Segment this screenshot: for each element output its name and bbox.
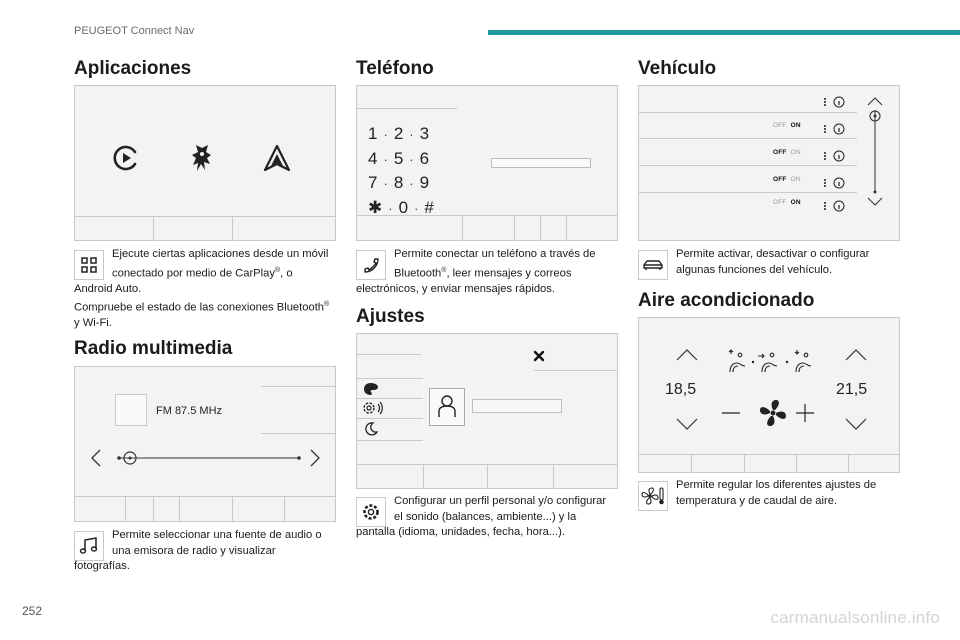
keypad-key[interactable]: 1 (368, 124, 378, 143)
dial-number-field[interactable] (491, 158, 591, 168)
profile-button[interactable] (429, 388, 465, 426)
chevron-down-icon[interactable] (676, 418, 698, 430)
radio-frequency: FM 87.5 MHz (156, 405, 223, 417)
phone-keypad: 1 · 2 · 3 4 · 5 · 6 7 · 8 · 9 ✱ · 0 · # (368, 124, 434, 217)
toggle-switch[interactable]: OFF ON (773, 176, 801, 183)
temperature-right: 21,5 (836, 381, 868, 398)
phone-description: Permite conectar un teléfono a través de Bluetooth®, leer mensajes y correos electrónicos, y enviar mensajes rápidos. (356, 248, 596, 295)
fan-decrease-icon[interactable] (721, 411, 741, 415)
keypad-key[interactable]: 5 (393, 148, 404, 168)
watermark: carmanualsonline.info (770, 608, 940, 627)
toggle-switch[interactable]: OFF ON (773, 199, 801, 206)
chevron-up-icon[interactable] (845, 349, 867, 361)
section-title-radio: Radio multimedia (74, 338, 233, 359)
fan-increase-icon[interactable] (795, 403, 815, 423)
header-title: PEUGEOT Connect Nav (74, 25, 195, 37)
section-title-settings: Ajustes (356, 306, 425, 327)
vehicle-row-options-icons[interactable] (821, 92, 851, 212)
keypad-key[interactable]: 4 (368, 148, 378, 168)
keypad-key[interactable]: 6 (419, 148, 430, 168)
palette-icon[interactable] (363, 382, 379, 396)
settings-description: Configurar un perfil personal y/o configurar el sonido (balances, ambiente...) y la pantalla (idioma, unidades, fecha, hora...). (356, 495, 607, 538)
carplay-icon (111, 143, 141, 173)
keypad-key[interactable]: 0 (398, 197, 409, 217)
keypad-key[interactable]: 9 (419, 173, 430, 192)
section-title-apps: Aplicaciones (74, 58, 192, 79)
vehicle-description: Permite activar, desactivar o configurar algunas funciones del vehículo. (676, 248, 870, 276)
keypad-key[interactable]: 3 (419, 124, 430, 143)
keypad-key[interactable]: 2 (393, 124, 404, 143)
vehicle-scrollbar[interactable] (865, 96, 885, 208)
screen-radio (74, 366, 336, 522)
close-icon[interactable] (532, 349, 546, 363)
climate-description: Permite regular los diferentes ajustes de temperatura y de caudal de aire. (676, 479, 877, 507)
frequency-slider[interactable] (113, 448, 303, 468)
screen-apps (74, 85, 336, 241)
temperature-left: 18,5 (665, 381, 697, 398)
peugeot-lion-icon (187, 142, 217, 174)
toggle-switch[interactable]: OFF ON (773, 122, 801, 129)
section-title-phone: Teléfono (356, 58, 434, 79)
screen-settings (356, 333, 618, 489)
station-logo-placeholder (115, 394, 147, 426)
header-accent-bar (488, 30, 960, 35)
air-distribution-icons[interactable] (727, 348, 819, 376)
chevron-left-icon[interactable] (90, 448, 102, 468)
section-title-climate: Aire acondicionado (638, 290, 815, 311)
fan-icon (758, 398, 788, 428)
keypad-key[interactable]: ✱ (368, 197, 383, 217)
android-auto-icon (262, 143, 292, 173)
apps-description: Ejecute ciertas aplicaciones desde un móvil conectado por medio de CarPlay®, o Android Auto. Compruebe el estado de las conexiones Bluetooth® y Wi-Fi. (74, 248, 330, 330)
screen-climate (638, 317, 900, 473)
sound-settings-icon[interactable] (362, 400, 384, 416)
section-title-vehicle: Vehículo (638, 58, 717, 79)
keypad-key[interactable]: # (424, 197, 434, 217)
profile-name-field[interactable] (472, 399, 562, 413)
toggle-switch[interactable]: OFF ON (773, 149, 801, 156)
page-number: 252 (22, 604, 43, 618)
screen-vehicle (638, 85, 900, 241)
moon-icon[interactable] (364, 422, 378, 436)
radio-description: Permite seleccionar una fuente de audio o una emisora de radio y visualizar fotografías. (74, 529, 322, 572)
chevron-up-icon[interactable] (676, 349, 698, 361)
user-profile-icon (430, 389, 464, 425)
chevron-right-icon[interactable] (309, 448, 321, 468)
keypad-key[interactable]: 7 (368, 173, 378, 192)
chevron-down-icon[interactable] (845, 418, 867, 430)
keypad-key[interactable]: 8 (393, 173, 404, 192)
